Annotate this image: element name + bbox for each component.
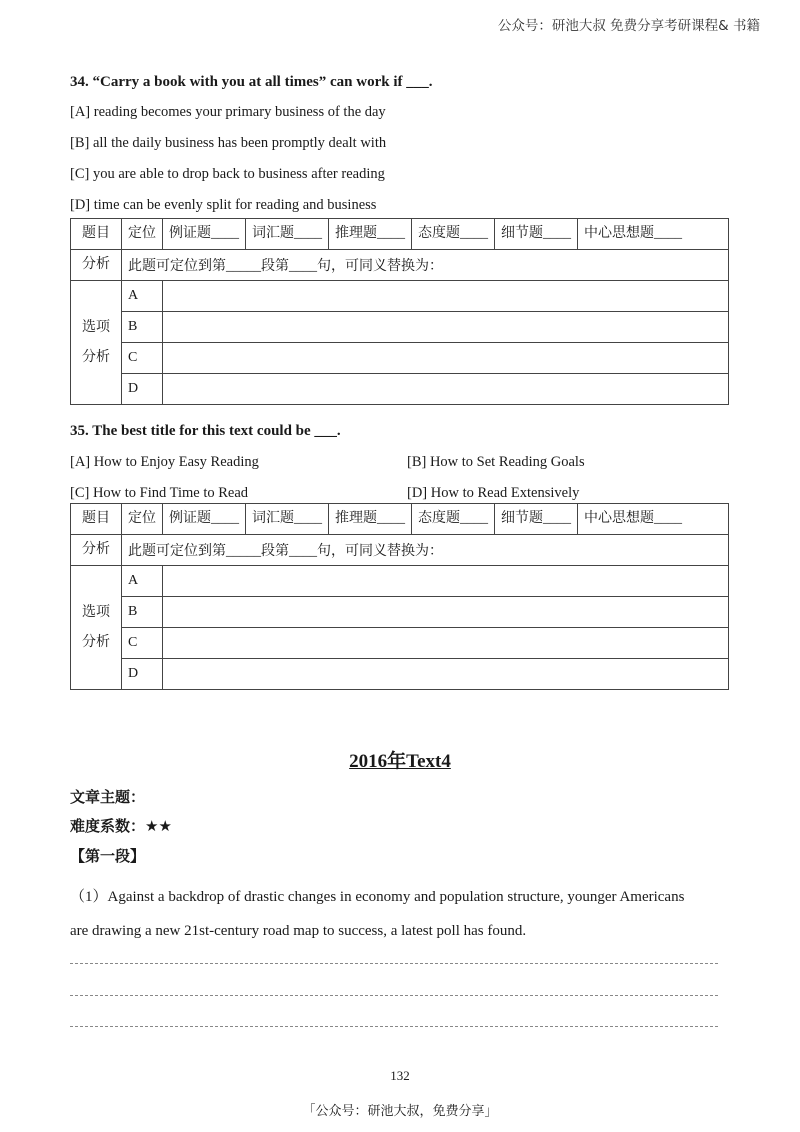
option-letter-a: A <box>122 281 163 312</box>
q34-option-c: [C] you are able to drop back to business after reading <box>70 166 385 182</box>
option-letter-b: B <box>122 312 163 343</box>
difficulty-label: 难度系数：★★ <box>70 817 172 835</box>
question-34: 34. “Carry a book with you at all times” can work if ___. <box>70 74 433 90</box>
sentence-line-2: are drawing a new 21st-century road map to success, a latest poll has found. <box>70 923 527 939</box>
writing-line-1 <box>70 963 718 964</box>
label-option-analysis: 选项 分析 <box>71 566 122 690</box>
qtype-inference: 推理题____ <box>329 504 412 534</box>
q35-analysis-table <box>70 503 729 690</box>
theme-label: 文章主题： <box>70 788 146 806</box>
option-letter-c: C <box>122 343 163 374</box>
label-fenxi: 分析 <box>71 250 122 281</box>
qtype-locate: 定位 <box>122 504 163 534</box>
question-35: 35. The best title for this text could be ___. <box>70 423 341 439</box>
q35-option-b: [B] How to Set Reading Goals <box>407 454 585 470</box>
qtype-inference: 推理题____ <box>329 219 412 249</box>
q34-analysis-table <box>70 218 729 405</box>
option-letter-b: B <box>122 597 163 628</box>
qtype-attitude: 态度题____ <box>412 219 495 249</box>
label-timu: 题目 <box>71 504 122 535</box>
option-letter-d: D <box>122 374 163 405</box>
label-timu: 题目 <box>71 219 122 250</box>
qtype-detail: 细节题____ <box>495 504 578 534</box>
qtype-detail: 细节题____ <box>495 219 578 249</box>
option-b-blank <box>163 312 729 343</box>
option-b-blank <box>163 597 729 628</box>
option-letter-d: D <box>122 659 163 690</box>
qtype-locate: 定位 <box>122 219 163 249</box>
qtype-vocab: 词汇题____ <box>246 219 329 249</box>
qtype-example: 例证题____ <box>163 219 246 249</box>
sentence-line-1: （1）Against a backdrop of drastic changes in economy and population structure, younger Americans <box>70 889 685 905</box>
page-header: 公众号：研池大叔 免费分享考研课程& 书籍 <box>497 18 760 34</box>
label-fenxi: 分析 <box>71 535 122 566</box>
qtype-example: 例证题____ <box>163 504 246 534</box>
q35-option-c: [C] How to Find Time to Read <box>70 485 249 501</box>
question-type-row <box>122 219 729 250</box>
option-letter-c: C <box>122 628 163 659</box>
option-d-blank <box>163 374 729 405</box>
page-number: 132 <box>390 1068 410 1083</box>
writing-line-2 <box>70 995 718 996</box>
locate-text: 此题可定位到第_____段第____句，可同义替换为： <box>122 535 729 566</box>
option-c-blank <box>163 628 729 659</box>
q35-option-a: [A] How to Enjoy Easy Reading <box>70 454 259 470</box>
label-option-analysis: 选项 分析 <box>71 281 122 405</box>
q34-option-b: [B] all the daily business has been promptly dealt with <box>70 135 387 151</box>
question-type-row <box>122 504 729 535</box>
page-footer: 「公众号：研池大叔，免费分享」 <box>302 1104 498 1119</box>
writing-line-3 <box>70 1026 718 1027</box>
option-d-blank <box>163 659 729 690</box>
option-a-blank <box>163 281 729 312</box>
qtype-main-idea: 中心思想题____ <box>584 511 682 526</box>
section-title: 2016年Text4 <box>349 751 451 772</box>
qtype-vocab: 词汇题____ <box>246 504 329 534</box>
paragraph-label: 【第一段】 <box>70 847 146 865</box>
q34-option-a: [A] reading becomes your primary business of the day <box>70 104 386 120</box>
locate-text: 此题可定位到第_____段第____句，可同义替换为： <box>122 250 729 281</box>
q34-option-d: [D] time can be evenly split for reading and business <box>70 197 377 213</box>
option-c-blank <box>163 343 729 374</box>
option-a-blank <box>163 566 729 597</box>
sentence-1 <box>70 880 730 948</box>
q35-option-d: [D] How to Read Extensively <box>407 485 580 501</box>
option-letter-a: A <box>122 566 163 597</box>
qtype-main-idea: 中心思想题____ <box>584 226 682 241</box>
qtype-attitude: 态度题____ <box>412 504 495 534</box>
